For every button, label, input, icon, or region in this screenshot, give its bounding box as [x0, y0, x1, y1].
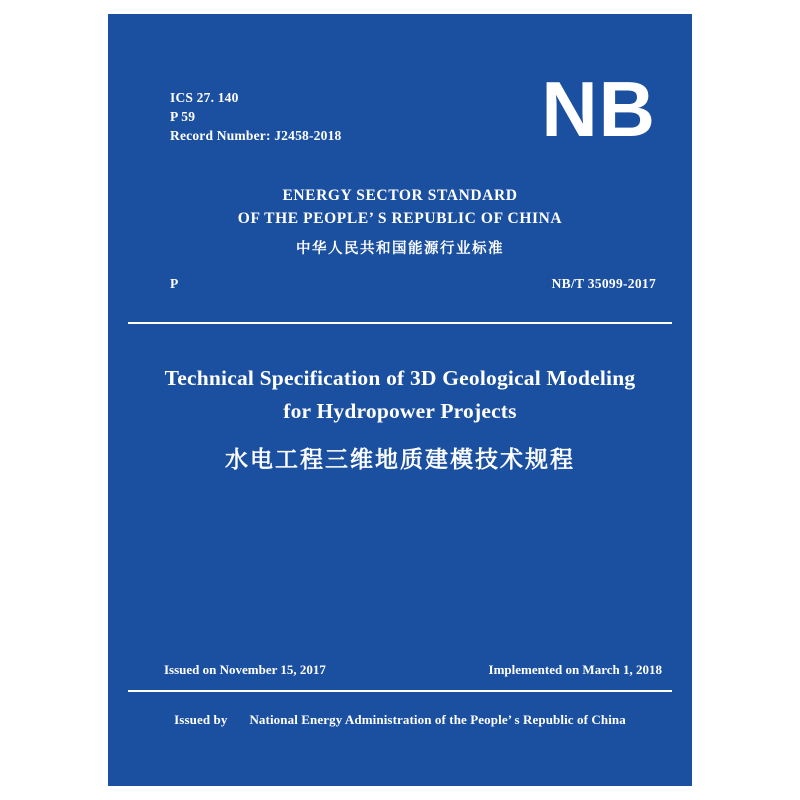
code-row [170, 276, 656, 292]
nb-logo: NB [541, 65, 656, 153]
dates-row [164, 662, 662, 678]
standard-number: NB/T 35099-2017 [551, 276, 656, 291]
issued-by-label: Issued by [174, 712, 228, 727]
ics-number: ICS 27. 140 [170, 90, 239, 105]
title-english-line2: for Hydropower Projects [283, 399, 517, 423]
title-chinese: 水电工程三维地质建模技术规程 [225, 447, 575, 473]
issuer-organization: National Energy Administration of the People’ s Republic of China [249, 712, 626, 727]
title-english-line1: Technical Specification of 3D Geological Modeling [164, 366, 636, 390]
classification-code: P 59 [170, 109, 196, 124]
implemented-date: Implemented on March 1, 2018 [488, 662, 662, 677]
ics-block [170, 88, 341, 145]
issuer-row [108, 712, 692, 728]
title-block [138, 362, 662, 480]
category-letter: P [170, 276, 179, 291]
standard-cover [108, 14, 692, 786]
divider-bottom [128, 690, 672, 692]
standard-heading [108, 184, 692, 264]
record-number: Record Number: J2458-2018 [170, 128, 342, 143]
standard-heading-line2: OF THE PEOPLE’ S REPUBLIC OF CHINA [237, 210, 563, 227]
issued-date: Issued on November 15, 2017 [164, 662, 326, 677]
divider-top [128, 322, 672, 324]
standard-heading-chinese: 中华人民共和国能源行业标准 [296, 241, 504, 257]
standard-heading-line1: ENERGY SECTOR STANDARD [282, 187, 518, 204]
